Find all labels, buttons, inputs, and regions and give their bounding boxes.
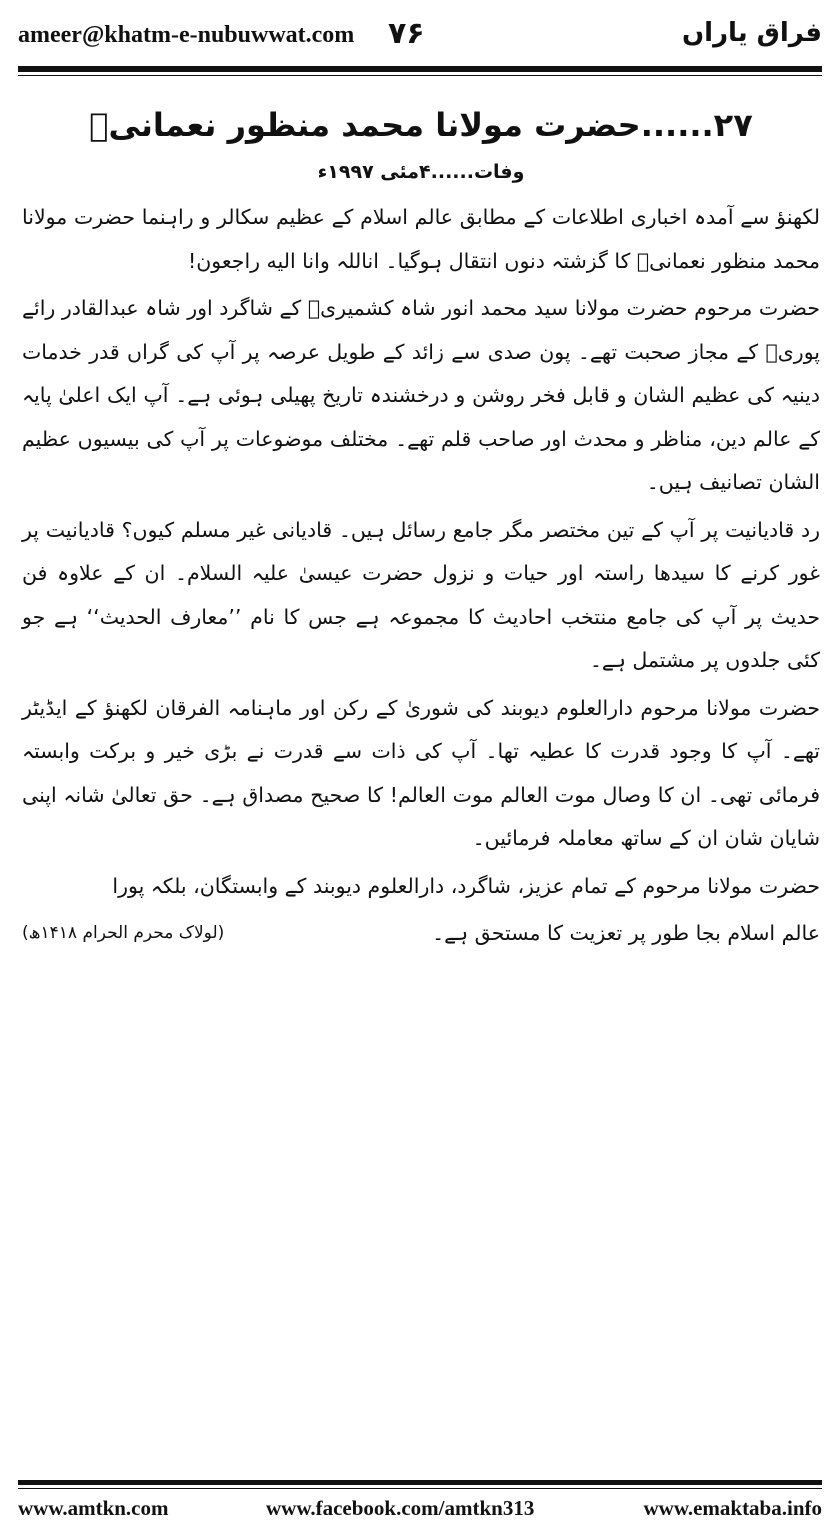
article-body [22, 96, 820, 956]
footer-rule-thin [18, 1488, 822, 1489]
paragraph-4 [22, 687, 820, 861]
closing-line [22, 912, 820, 956]
header-rule-thick [18, 66, 822, 72]
source-citation: (لولاک محرم الحرام ۱۴۱۸ھ) [22, 923, 225, 943]
book-title: فراق یاراں [681, 18, 822, 48]
page-number: ۷۶ [388, 16, 425, 51]
page-header [18, 18, 822, 62]
paragraph-3 [22, 509, 820, 683]
header-email: ameer@khatm-e-nubuwwat.com [18, 22, 355, 48]
paragraph-text: رد قادیانیت پر آپ کے تین مختصر مگر جامع رسائل ہیں۔ قادیانی غیر مسلم کیوں؟ قادیانیت پر غور کرنے کا سیدھا راستہ اور حیات و نزول حضرت عیسیٰ علیہ السلام۔ ان کے علاوہ فن حدیث پر آپ کی جامع منتخب احادیث کا مجموعہ ہے جس کا نام ’’معارف الحدیث‘‘ ہے جو کئی جلدوں پر مشتمل ہے۔ [22, 517, 820, 672]
paragraph-1 [22, 196, 820, 283]
paragraph-5 [22, 865, 820, 909]
death-date: وفات......۴مئی ۱۹۹۷ء [317, 161, 525, 183]
closing-text: عالم اسلام بجا طور پر تعزیت کا مستحق ہے۔ [432, 921, 820, 945]
paragraph-text: حضرت مولانا مرحوم کے تمام عزیز، شاگرد، دارالعلوم دیوبند کے وابستگان، بلکہ پورا [112, 873, 820, 898]
footer-link-facebook[interactable]: www.facebook.com/amtkn313 [266, 1496, 535, 1520]
article-heading: ۲۷......حضرت مولانا محمد منظور نعمانیؒ [89, 106, 753, 144]
paragraph-text: لکھنؤ سے آمدہ اخباری اطلاعات کے مطابق عالم اسلام کے عظیم سکالر و راہنما حضرت مولانا محمد منظور نعمانیؒ کا گزشتہ دنوں انتقال ہوگیا۔ اناللہ وانا الیه راجعون! [22, 205, 820, 273]
header-rule-thin [18, 75, 822, 76]
footer-link-amtkn[interactable]: www.amtkn.com [18, 1496, 169, 1520]
paragraph-2 [22, 287, 820, 505]
footer-rule-thick [18, 1480, 822, 1485]
paragraph-text: حضرت مرحوم حضرت مولانا سید محمد انور شاہ کشمیریؒ کے شاگرد اور شاہ عبدالقادر رائے پوریؒ کے مجاز صحبت تھے۔ پون صدی سے زائد کے طویل عرصہ پر آپ کی گراں قدر خدمات دینیہ کی عظیم الشان و قابل فخر روشن و درخشندہ تاریخ پھیلی ہوئی ہے۔ آپ ایک اعلیٰ پایہ کے عالم دین، مناظر و محدث اور صاحب قلم تھے۔ مختلف موضوعات پر آپ کی بیسیوں عظیم الشان تصانیف ہیں۔ [22, 296, 820, 494]
page-footer [18, 1496, 822, 1530]
paragraph-text: حضرت مولانا مرحوم دارالعلوم دیوبند کی شوریٰ کے رکن اور ماہنامہ الفرقان لکھنؤ کے ایڈیٹر تھے۔ آپ کا وجود قدرت کا عطیہ تھا۔ آپ کی ذات سے قدرت نے بڑی خیر و برکت وابستہ فرمائی تھی۔ ان کا وصال موت العالم موت العالم! کا صحیح مصداق ہے۔ حق تعالیٰ شانہ اپنی شایان شان ان کے ساتھ معاملہ فرمائیں۔ [22, 695, 820, 850]
footer-link-emaktaba[interactable]: www.emaktaba.info [643, 1496, 822, 1520]
